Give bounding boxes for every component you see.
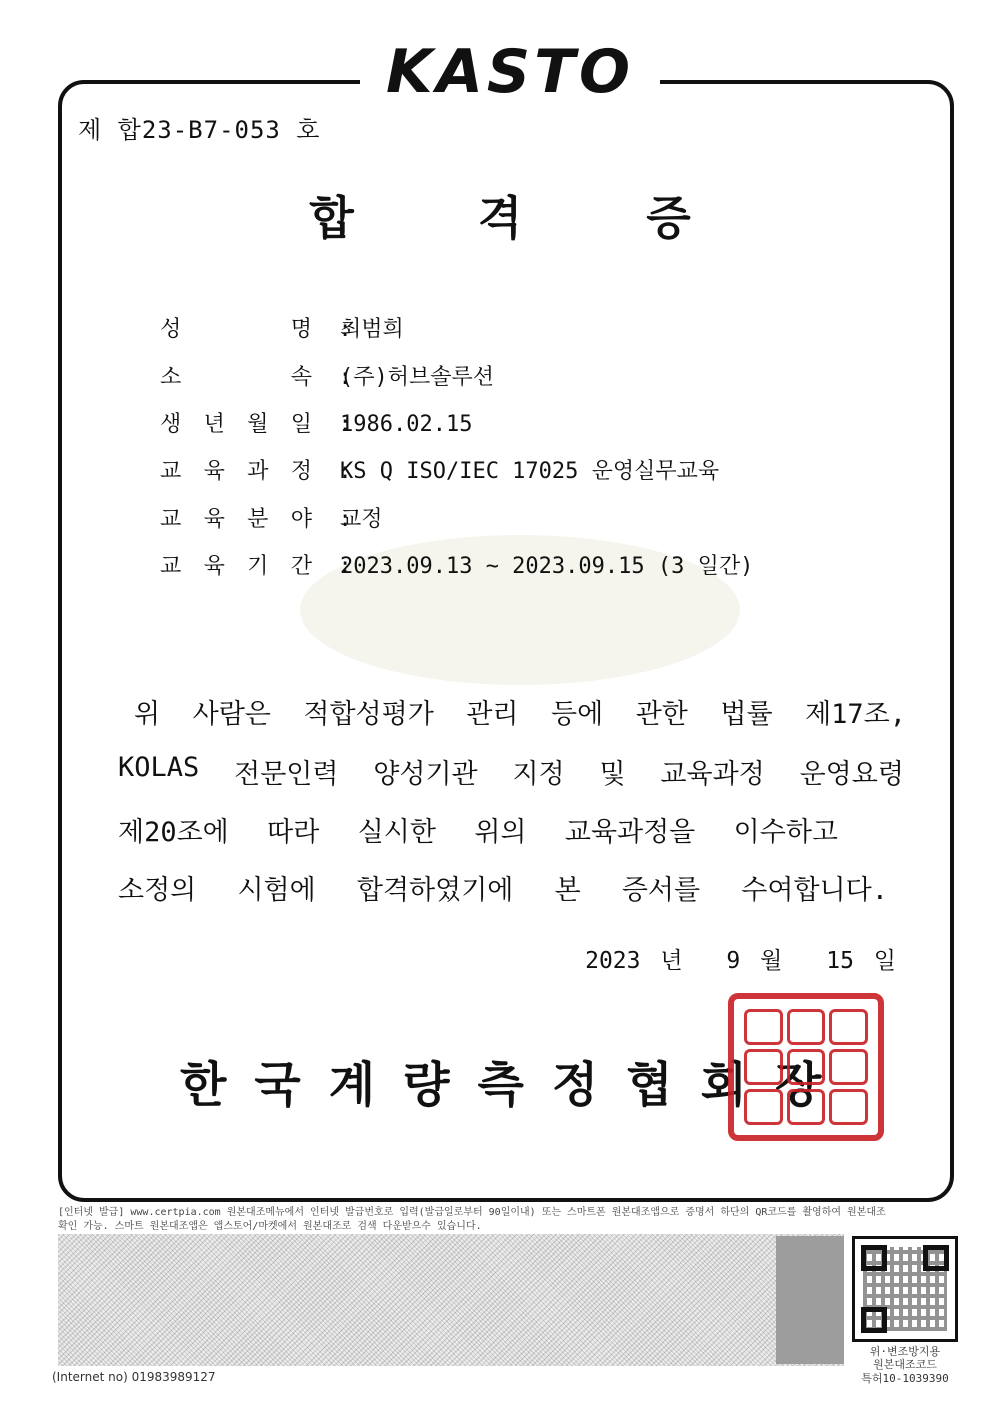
body-word: 따라 <box>267 817 320 848</box>
field-row <box>160 312 404 343</box>
photo-placeholder <box>728 300 836 400</box>
field-label-char: 월 <box>247 412 269 437</box>
field-label-char: 교 <box>160 459 182 484</box>
issuer-name: 한국계량측정협회장 <box>180 1057 850 1113</box>
body-word: 관리 <box>466 699 519 730</box>
date-day-unit: 일 <box>873 948 896 974</box>
date-month: 9 <box>726 948 741 974</box>
anti-copy-pattern <box>58 1234 844 1366</box>
body-word: 지정 <box>512 759 565 790</box>
field-row <box>160 502 383 533</box>
field-label-char: 육 <box>203 459 225 484</box>
date-month-unit: 월 <box>760 948 783 974</box>
patent-number: 특허10-1039390 <box>861 1372 949 1385</box>
field-colon: : <box>312 459 352 484</box>
field-label-char: 교 <box>160 507 182 532</box>
verification-note: [인터넷 발급] www.certpia.com 원본대조메뉴에서 인터넷 발급번호로 입력(발급일로부터 90일이내) 또는 스마트폰 원본대조앱으로 증명서 하단의 QR코드를 촬영하여 원본대조 확인 가능. 스마트 원본대조앱은 앱스토어/마켓에서 원본대조로 검색 다운받으수 있습니다. <box>58 1207 886 1232</box>
field-label <box>160 454 312 485</box>
field-colon: : <box>312 412 352 437</box>
field-value: 1986.02.15 <box>340 412 473 437</box>
field-row <box>160 360 494 391</box>
field-label <box>160 549 312 580</box>
field-label-char: 육 <box>203 507 225 532</box>
field-label-char: 성 <box>160 317 182 342</box>
body-word: 양성기관 <box>373 759 478 790</box>
field-label-char: 기 <box>247 554 269 579</box>
field-label-char: 교 <box>160 554 182 579</box>
field-label-char: 소 <box>160 365 182 390</box>
field-label-char: 분 <box>247 507 269 532</box>
body-word: 이수하고 <box>733 817 838 848</box>
body-word: KOLAS <box>118 752 200 783</box>
kasto-logo <box>360 40 660 102</box>
body-word: 적합성평가 <box>303 699 434 730</box>
field-value: KS Q ISO/IEC 17025 운영실무교육 <box>340 459 720 484</box>
body-line <box>134 692 906 731</box>
body-word: 위의 <box>474 817 527 848</box>
title-char: 격 <box>477 191 523 245</box>
issue-date <box>579 942 896 975</box>
body-word: 위 <box>134 699 161 730</box>
internet-number: (Internet no) 01983989127 <box>52 1370 216 1384</box>
field-label-char: 정 <box>290 459 312 484</box>
seal-pattern <box>744 1009 868 1125</box>
qr-caption-line1: 위·변조방지용 <box>869 1345 941 1358</box>
field-value: 교정 <box>340 507 383 532</box>
field-colon: : <box>312 554 352 579</box>
body-word: 본 <box>554 875 581 906</box>
body-word: 법률 <box>720 699 773 730</box>
date-year-unit: 년 <box>660 948 683 974</box>
title-char: 합 <box>309 191 354 245</box>
field-label-char: 야 <box>290 507 312 532</box>
field-label-char: 일 <box>290 412 312 437</box>
date-year: 2023 <box>585 948 641 974</box>
body-word: 제17조, <box>805 699 906 730</box>
page-title <box>0 182 1000 248</box>
official-seal <box>728 993 884 1141</box>
body-word: 시험에 <box>237 875 316 906</box>
field-label-char: 년 <box>203 412 225 437</box>
body-word: 등에 <box>551 699 604 730</box>
field-label-char: 생 <box>160 412 182 437</box>
field-label <box>160 502 312 533</box>
qr-caption-line2: 원본대조코드 <box>873 1358 937 1371</box>
field-row <box>160 549 753 580</box>
body-line <box>118 810 838 849</box>
field-colon: : <box>312 507 352 532</box>
field-label-char: 육 <box>203 554 225 579</box>
body-word: 교육과정을 <box>564 817 696 848</box>
field-row <box>160 407 472 438</box>
body-line <box>118 752 904 791</box>
qr-code-icon[interactable] <box>852 1236 958 1342</box>
field-label-char: 속 <box>290 365 312 390</box>
body-word: 소정의 <box>118 875 197 906</box>
body-word: 관한 <box>635 699 688 730</box>
field-label-char: 과 <box>247 459 269 484</box>
certificate-number: 제 합23-B7-053 호 <box>78 116 321 144</box>
field-value: (주)허브솔루션 <box>340 365 495 390</box>
body-word: 사람은 <box>192 699 271 730</box>
body-word: 교육과정 <box>660 759 765 790</box>
body-line <box>118 868 888 907</box>
title-char: 증 <box>646 191 691 245</box>
body-word: 실시한 <box>357 817 436 848</box>
field-value: 2023.09.13 ~ 2023.09.15 (3 일간) <box>340 554 754 579</box>
field-label-char: 간 <box>290 554 312 579</box>
field-label <box>160 407 312 438</box>
body-word: 전문인력 <box>234 759 339 790</box>
body-word: 및 <box>599 759 626 790</box>
body-word: 운영요령 <box>799 759 904 790</box>
body-word: 수여합니다. <box>741 875 888 906</box>
security-mark <box>776 1236 844 1364</box>
date-day: 15 <box>826 948 854 974</box>
field-label-char: 명 <box>290 317 312 342</box>
field-value: 최범희 <box>340 317 404 342</box>
body-word: 합격하였기에 <box>356 875 514 906</box>
field-row <box>160 454 719 485</box>
body-word: 제20조에 <box>118 817 229 848</box>
field-colon: : <box>312 365 352 390</box>
field-label <box>160 360 312 391</box>
body-word: 증서를 <box>621 875 701 906</box>
logo-wordmark: KASTO <box>385 40 635 102</box>
field-colon: : <box>312 317 352 342</box>
field-label <box>160 312 312 343</box>
